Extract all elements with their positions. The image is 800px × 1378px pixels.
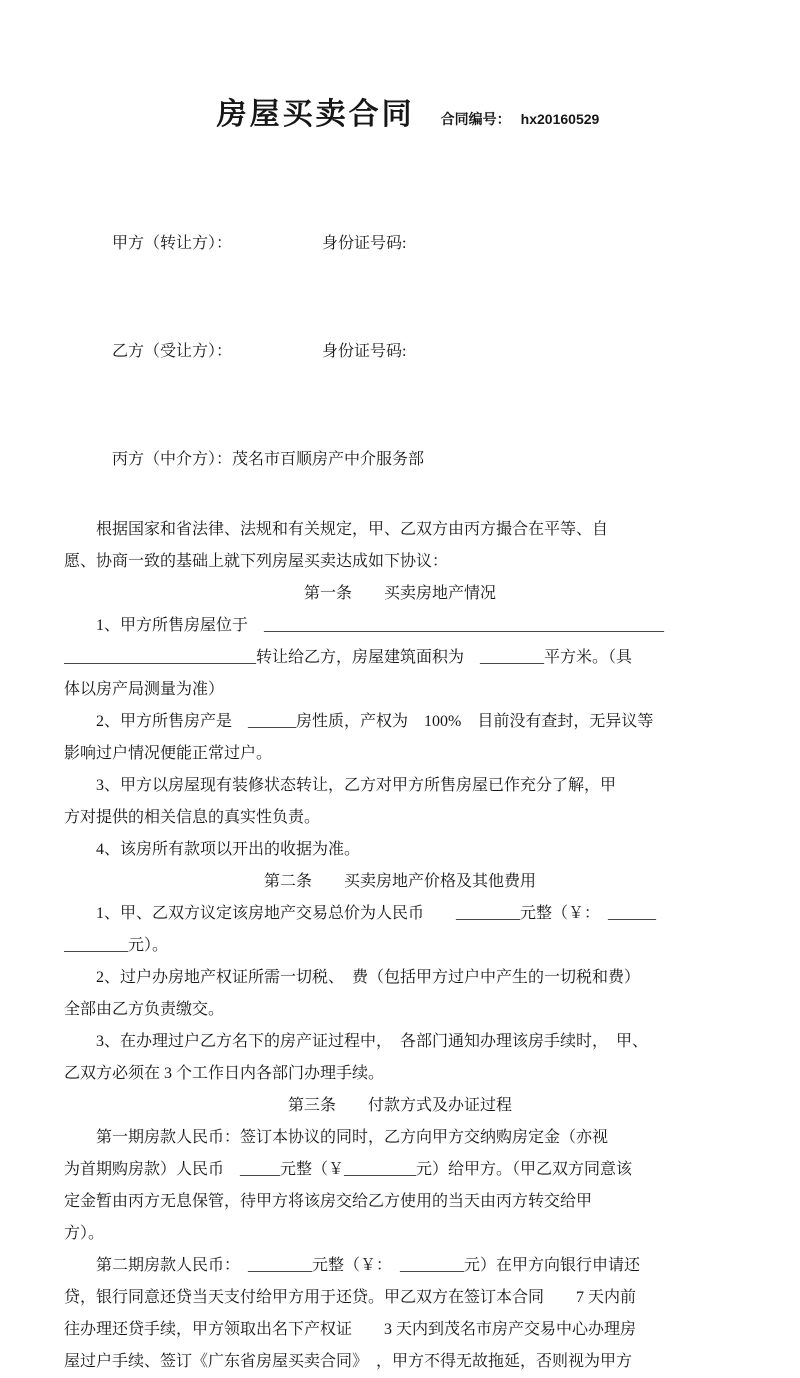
- party-b-id-label: 身份证号码:: [322, 343, 407, 360]
- s2-clause-3-line-1: 3、在办理过户乙方名下的房产证过程中， 各部门通知办理该房手续时， 甲、: [96, 1033, 649, 1050]
- party-a-line: [64, 190, 736, 298]
- s2-clause-3-line-2: 乙双方必须在 3 个工作日内各部门办理手续。: [64, 1065, 385, 1082]
- party-b-label: 乙方（受让方）：: [112, 343, 233, 360]
- contract-number-value: hx20160529: [520, 111, 600, 127]
- s3-payment-2-line-2: 贷，银行同意还贷当天支付给甲方用于还贷。甲乙双方在签订本合同 7 天内前: [64, 1289, 637, 1306]
- s1-clause-1-line-3: 体以房产局测量为准）: [64, 681, 225, 698]
- document-title: 房屋买卖合同: [216, 98, 415, 131]
- party-a-id-label: 身份证号码:: [322, 235, 407, 252]
- s3-payment-1-line-2: 为首期购房款）人民币 _____元整（￥_________元）给甲方。（甲乙双方同意该: [64, 1161, 633, 1178]
- s1-clause-1-line-1: 1、甲方所售房屋位于 __________________________________________________: [96, 617, 665, 634]
- party-b-line: [64, 298, 736, 406]
- s3-payment-2-line-4: 屋过户手续、签订《广东省房屋买卖合同》 ，甲方不得无故拖延，否则视为甲方: [64, 1353, 633, 1370]
- party-c-label: 丙方（中介方）：茂名市百顺房产中介服务部: [112, 451, 425, 468]
- s2-clause-2-line-2: 全部由乙方负责缴交。: [64, 1001, 225, 1018]
- s1-clause-1-line-2: ________________________转让给乙方，房屋建筑面积为 ________平方米。（具: [64, 649, 633, 666]
- s1-clause-3-line-2: 方对提供的相关信息的真实性负责。: [64, 809, 321, 826]
- s1-clause-4-line-1: 4、该房所有款项以开出的收据为准。: [96, 841, 361, 858]
- s3-payment-2-line-1: 第二期房款人民币： ________元整（￥： ________元）在甲方向银行申请还: [96, 1257, 641, 1274]
- document-header: [64, 52, 736, 184]
- preamble-line-2: 愿、协商一致的基础上就下列房屋买卖达成如下协议：: [64, 553, 449, 570]
- s2-clause-1-line-1: 1、甲、乙双方议定该房地产交易总价为人民币 ________元整（￥： ______: [96, 905, 657, 922]
- section-3-heading: 第三条 付款方式及办证过程: [287, 1097, 512, 1114]
- s2-clause-1-line-2: ________元）。: [64, 937, 169, 954]
- s1-clause-2-line-1: 2、甲方所售房产是 ______房性质，产权为 100% 目前没有查封，无异议等: [96, 713, 654, 730]
- party-a-label: 甲方（转让方）：: [112, 235, 233, 252]
- contract-number-label: 合同编号：: [440, 113, 511, 128]
- s1-clause-2-line-2: 影响过户情况便能正常过户。: [64, 745, 273, 762]
- section-2-heading: 第二条 买卖房地产价格及其他费用: [263, 873, 536, 890]
- s3-payment-1-line-3: 定金暂由丙方无息保管，待甲方将该房交给乙方使用的当天由丙方转交给甲: [64, 1193, 593, 1210]
- party-c-line: [64, 406, 736, 514]
- s1-clause-3-line-1: 3、甲方以房屋现有装修状态转让，乙方对甲方所售房屋已作充分了解，甲: [96, 777, 617, 794]
- s3-payment-1-line-1: 第一期房款人民币：签订本协议的同时，乙方向甲方交纳购房定金（亦视: [96, 1129, 609, 1146]
- s3-payment-1-line-4: 方）。: [64, 1225, 105, 1242]
- s2-clause-2-line-1: 2、过户办房地产权证所需一切税、 费（包括甲方过户中产生的一切税和费）: [96, 969, 641, 986]
- preamble-line-1: 根据国家和省法律、法规和有关规定，甲、乙双方由丙方撮合在平等、自: [96, 521, 609, 538]
- s3-payment-2-line-3: 往办理还贷手续，甲方领取出名下产权证 3 天内到茂名市房产交易中心办理房: [64, 1321, 637, 1338]
- contract-number: [441, 113, 600, 128]
- section-1-heading: 第一条 买卖房地产情况: [303, 585, 496, 602]
